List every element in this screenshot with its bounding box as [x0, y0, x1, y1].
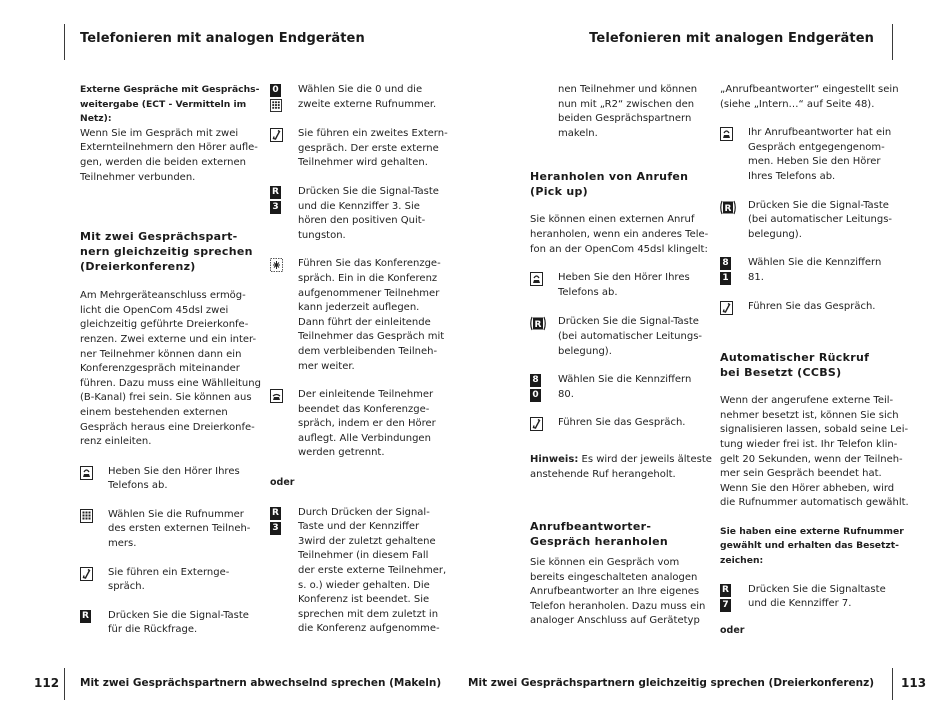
continued-text: nen Teilnehmer und können nun mit „R2“ zwischen den beiden Gesprächspartnern makeln. [558, 84, 698, 139]
hint: Hinweis: Es wird der jeweils älteste anstehende Ruf herangeholt. [530, 453, 712, 480]
step-signal-key: R Drücken Sie die Signal-Taste (bei automatischer Leitungs- belegung). [720, 199, 890, 243]
oder-label: oder [270, 477, 295, 489]
oder-label: oder [720, 624, 745, 636]
ect-body: Wenn Sie im Gespräch mit zwei Externteilnehmern den Hörer aufle- gen, werden die beiden externen Teilnehmer verbunden. [80, 127, 258, 183]
busy-title: Sie haben eine externe Rufnummer gewählt und erhalten das Besetzt- zeichen: [720, 525, 904, 567]
ccbs-heading: Automatischer Rückruf bei Besetzt (CCBS) [720, 351, 870, 380]
column-4 [720, 83, 909, 638]
handset-up-icon [530, 272, 543, 292]
key-8: 8 [720, 257, 731, 270]
signal-key-icon: R [80, 610, 91, 623]
svg-text:R: R [534, 320, 542, 331]
step-conference: Führen Sie das Konferenzge- spräch. Ein in die Konferenz aufgenommener Teilnehmer kann jederzeit auflegen. Dann führt der einleitende Teilnehmer das Gespräch mit dem verbleibenden Teilneh- mer weiter. [270, 257, 445, 374]
key-8: 8 [530, 374, 541, 387]
step-offhook: Heben Sie den Hörer Ihres Telefons ab. [530, 271, 700, 300]
signal-key-icon: R [720, 584, 731, 597]
key-7: 7 [720, 599, 731, 612]
key-3: 3 [270, 522, 281, 535]
column-2 [270, 83, 448, 637]
handset-up-icon [80, 466, 93, 486]
key-1: 1 [720, 272, 731, 285]
left-page-header: Telefonieren mit analogen Endgeräten [80, 31, 365, 46]
left-page-footer: Mit zwei Gesprächspartnern abwechselnd sprechen (Makeln) [80, 677, 442, 689]
step-signal-3: R 3 Drücken Sie die Signal-Taste und die Kennziffer 3. Sie hören den positiven Quit- tungston. [270, 185, 445, 243]
pickup-body: Sie können einen externen Anruf heranholen, wenn ein anderes Tele- fon an der OpenCom 45dsl klingelt: [530, 214, 709, 255]
conference-body: Am Mehrgeräteanschluss ermög- licht die OpenCom 45dsl zwei gleichzeitig geführte Dreierkonfe- renzen. Zwei externe und ein inter- ner Teilnehmer können dann ein Konferenzgespräch miteinander führen. Dazu muss eine Wählleitung (B-Kanal) frei sein. Sie können aus einem bestehenden externen Gespräch heraus eine Dreierkonfe- renz einleiten. [80, 290, 261, 448]
keypad-icon [270, 99, 282, 118]
key-0: 0 [270, 84, 281, 97]
step-dial-81: 8 1 Wählen Sie die Kennziffern 81. [720, 256, 890, 285]
answering-machine-body: Sie können ein Gespräch vom bereits eingeschalteten analogen Anrufbeantworter an Ihre eigenes Telefon heranholen. Dazu muss ein analoger Anschluss auf Gerätetyp [530, 557, 706, 627]
step-second-call: Sie führen ein zweites Extern- gespräch. Der erste externe Teilnehmer wird gehalten. [270, 127, 445, 171]
step-signal-7: R 7 Drücken Sie die Signaltaste und die Kennziffer 7. [720, 583, 890, 612]
header-left-rule [64, 24, 65, 60]
ccbs-body: Wenn der angerufene externe Teil- nehmer besetzt ist, können Sie sich signalisieren lassen, sobald seine Lei- tung wieder frei ist. Ihr Telefon klin- gelt 20 Sekunden, wenn der Teilneh- mer sein Gespräch beendet hat. Wenn Sie den Hörer abheben, wird die Rufnummer automatisch gewählt. [720, 395, 909, 509]
step-talk: Führen Sie das Gespräch. [530, 416, 700, 431]
handset-talk-icon [530, 417, 543, 437]
handset-talk-icon [270, 128, 283, 148]
signal-key-icon: R [270, 507, 281, 520]
header-right-rule [892, 24, 893, 60]
step-offhook: Ihr Anrufbeantworter hat ein Gespräch entgegengenom- men. Heben Sie den Hörer Ihres Telefons ab. [720, 126, 890, 184]
step-offhook: Heben Sie den Hörer Ihres Telefons ab. [80, 465, 250, 494]
left-page-number: 112 [34, 676, 60, 690]
handset-talk-icon [720, 301, 733, 321]
right-page-number: 113 [901, 676, 927, 690]
step-dial-zero: 0 Wählen Sie die 0 und die zweite externe Rufnummer. [270, 83, 445, 112]
pickup-heading: Heranholen von Anrufen (Pick up) [530, 170, 689, 199]
footer-left-rule [64, 668, 65, 700]
ect-title: Externe Gespräche mit Gesprächs- weitergabe (ECT - Vermitteln im Netz): [80, 84, 260, 125]
signal-key-icon: R [270, 186, 281, 199]
handset-down-icon [270, 389, 283, 409]
step-end-conference: R 3 Durch Drücken der Signal- Taste und der Kennziffer 3wird der zuletzt gehaltene Teilnehmer (in diesem Fall der erste externe Teilnehmer, s. o.) wieder gehalten. Die Konferenz ist beendet. Sie sprechen mit dem zuletzt in die Konferenz aufgenomme- [270, 506, 445, 637]
keypad-icon [80, 509, 93, 529]
answering-machine-heading: Anrufbeantworter- Gespräch heranholen [530, 520, 669, 549]
step-dial-80: 8 0 Wählen Sie die Kennziffern 80. [530, 373, 700, 402]
handset-up-icon [720, 127, 733, 147]
step-talk: Sie führen ein Externge- spräch. [80, 566, 250, 595]
svg-text:R: R [724, 203, 732, 214]
handset-talk-icon [80, 567, 93, 587]
signal-key-icon [529, 316, 547, 337]
conference-icon [270, 258, 283, 278]
step-talk: Führen Sie das Gespräch. [720, 300, 890, 315]
step-signal-key: R Drücken Sie die Signal-Taste für die Rückfrage. [80, 609, 250, 638]
step-hangup: Der einleitende Teilnehmer beendet das Konferenzge- spräch, indem er den Hörer auflegt. Alle Verbindungen werden getrennt. [270, 388, 445, 461]
step-signal-key: R Drücken Sie die Signal-Taste (bei automatischer Leitungs- belegung). [530, 315, 700, 359]
column-1 [80, 83, 261, 638]
signal-key-icon [719, 200, 737, 221]
footer-right-rule [892, 668, 893, 700]
key-3: 3 [270, 201, 281, 214]
right-page-footer: Mit zwei Gesprächspartnern gleichzeitig sprechen (Dreierkonferenz) [468, 677, 874, 689]
step-dial-number: Wählen Sie die Rufnummer des ersten externen Teilneh- mers. [80, 508, 250, 552]
right-page-header: Telefonieren mit analogen Endgeräten [589, 31, 874, 46]
column-3 [530, 83, 712, 629]
key-0: 0 [530, 389, 541, 402]
conference-heading: Mit zwei Gesprächspart- nern gleichzeitig sprechen (Dreierkonferenz) [80, 230, 253, 274]
continued-text: „Anrufbeantworter“ eingestellt sein (siehe „Intern…“ auf Seite 48). [720, 84, 899, 110]
